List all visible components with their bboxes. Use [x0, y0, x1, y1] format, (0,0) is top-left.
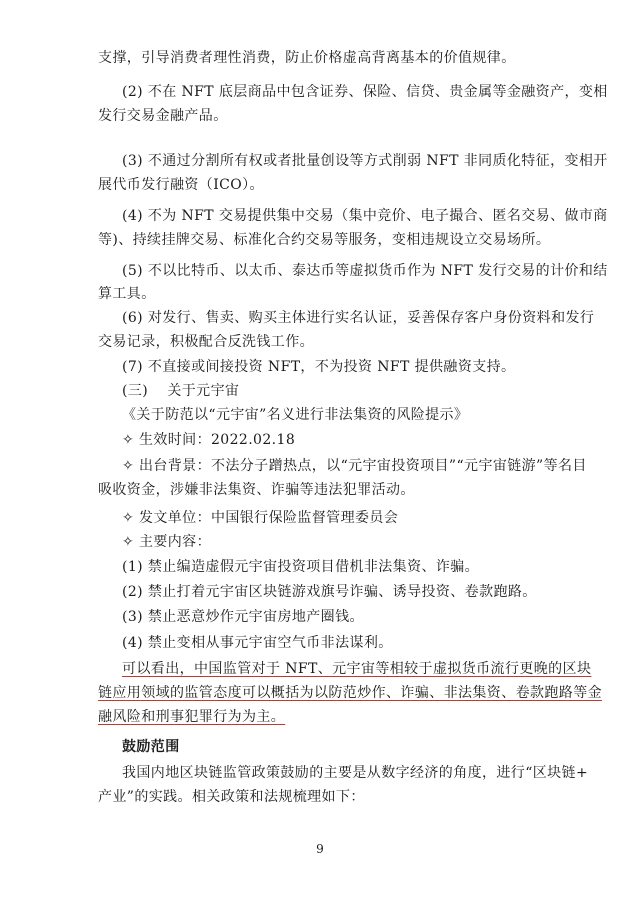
section-heading-metaverse: (三) 关于元宇宙 — [122, 383, 240, 399]
item-6-line-1: (6) 对发行、售卖、购买主体进行实名认证，妥善保存客户身份资料和发行 — [122, 310, 595, 326]
main-content-label: ✧ 主要内容： — [122, 534, 211, 550]
item-3-line-2: 展代币发行融资（ICO）。 — [98, 177, 264, 193]
page-number: 9 — [316, 842, 324, 856]
item-2-line-1: (2) 不在 NFT 底层商品中包含证券、保险、信贷、贵金属等金融资产，变相 — [122, 84, 608, 100]
paragraph-line-1: 支撑，引导消费者理性消费，防止价格虚高背离基本的价值规律。 — [98, 50, 516, 66]
content-item-3: (3) 禁止恶意炒作元宇宙房地产圈钱。 — [122, 609, 364, 625]
item-7-line: (7) 不直接或间接投资 NFT，不为投资 NFT 提供融资支持。 — [122, 359, 516, 375]
summary-line-3: 融风险和刑事犯罪行为为主。 — [98, 709, 286, 725]
summary-line-2: 链应用领域的监管态度可以概括为以防范炒作、诈骗、非法集资、卷款跑路等金 — [98, 685, 602, 701]
document-title: 《关于防范以“元宇宙”名义进行非法集资的风险提示》 — [122, 407, 469, 423]
summary-line-1: 可以看出，中国监管对于 NFT、元宇宙等相较于虚拟货币流行更晚的区块 — [122, 661, 592, 677]
encouragement-line-2: 产业”的实践。相关政策和法规梳理如下： — [98, 789, 365, 805]
item-2-line-2: 发行交易金融产品。 — [98, 108, 228, 124]
background-line-2: 吸收资金，涉嫌非法集资、诈骗等违法犯罪活动。 — [98, 482, 415, 498]
encouragement-line-1: 我国内地区块链监管政策鼓励的主要是从数字经济的角度，进行“区块链+ — [122, 765, 589, 781]
content-item-4: (4) 禁止变相从事元宇宙空气币非法谋利。 — [122, 635, 393, 651]
encouragement-heading: 鼓励范围 — [122, 739, 180, 755]
effective-date: ✧ 生效时间：2022.02.18 — [122, 432, 296, 448]
item-6-line-2: 交易记录，积极配合反洗钱工作。 — [98, 334, 314, 350]
issuing-unit: ✧ 发文单位：中国银行保险监督管理委员会 — [122, 510, 399, 526]
content-item-1: (1) 禁止编造虚假元宇宙投资项目借机非法集资、诈骗。 — [122, 559, 480, 575]
item-3-line-1: (3) 不通过分割所有权或者批量创设等方式削弱 NFT 非同质化特征，变相开 — [122, 153, 608, 169]
content-item-2: (2) 禁止打着元宇宙区块链游戏旗号诈骗、诱导投资、卷款跑路。 — [122, 584, 537, 600]
item-5-line-2: 算工具。 — [98, 286, 156, 302]
background-line-1: ✧ 出台背景：不法分子蹭热点，以“元宇宙投资项目”“元宇宙链游”等名目 — [122, 458, 587, 474]
item-5-line-1: (5) 不以比特币、以太币、泰达币等虚拟货币作为 NFT 发行交易的计价和结 — [122, 263, 608, 279]
item-4-line-2: 等)、持续挂牌交易、标准化合约交易等服务，变相违规设立交易场所。 — [98, 232, 551, 248]
item-4-line-1: (4) 不为 NFT 交易提供集中交易（集中竞价、电子撮合、匿名交易、做市商 — [122, 208, 608, 224]
